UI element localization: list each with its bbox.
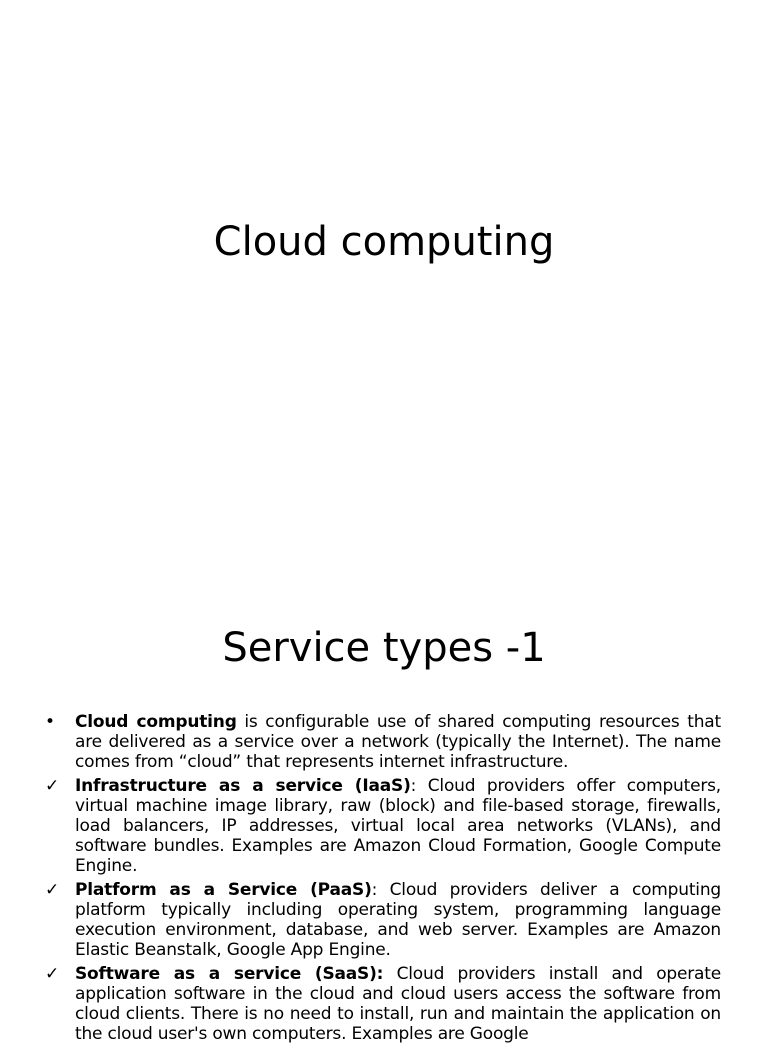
bullet-item-iaas <box>45 776 721 876</box>
bullet-body: Cloud providers install and operate application software in the cloud and cloud users access the software from cloud clients. There is no need to install, run and maintain the application on the cloud user's own computers. Examples are Google <box>75 964 721 1044</box>
bullet-text <box>75 880 721 960</box>
checkmark-icon: ✓ <box>45 964 60 984</box>
slide-2 <box>0 576 768 1044</box>
bullet-body: : Cloud providers deliver a computing platform typically including operating system, programming language execution environment, database, and web server. Examples are Amazon Elastic Beanstalk, Google App Engine. <box>75 880 721 960</box>
checkmark-icon: ✓ <box>45 776 60 796</box>
bullet-text <box>75 712 721 772</box>
bullet-body: : Cloud providers offer computers, virtual machine image library, raw (block) and file-based storage, firewalls, load balancers, IP addresses, virtual local area networks (VLANs), and software bundles. Examples are Amazon Cloud Formation, Google Compute Engine. <box>75 776 721 876</box>
bullet-body: is configurable use of shared computing resources that are delivered as a service over a network (typically the Internet). The name comes from “cloud” that represents internet infrastructure. <box>75 712 721 772</box>
bullet-term: Software as a service (SaaS): <box>75 964 384 984</box>
slide-1-title: Cloud computing <box>213 219 555 265</box>
bullet-item-paas <box>45 880 721 960</box>
bullet-term: Infrastructure as a service (IaaS) <box>75 776 411 796</box>
slide-2-title: Service types -1 <box>222 625 546 671</box>
bullet-term: Platform as a Service (PaaS) <box>75 880 372 900</box>
bullet-term: Cloud computing <box>75 712 237 732</box>
bullet-dot-icon: • <box>45 712 56 732</box>
bullet-item-saas <box>45 964 721 1044</box>
bullet-list <box>45 712 721 1048</box>
bullet-item-cloud-computing <box>45 712 721 772</box>
checkmark-icon: ✓ <box>45 880 60 900</box>
bullet-text <box>75 776 721 876</box>
bullet-text <box>75 964 721 1044</box>
